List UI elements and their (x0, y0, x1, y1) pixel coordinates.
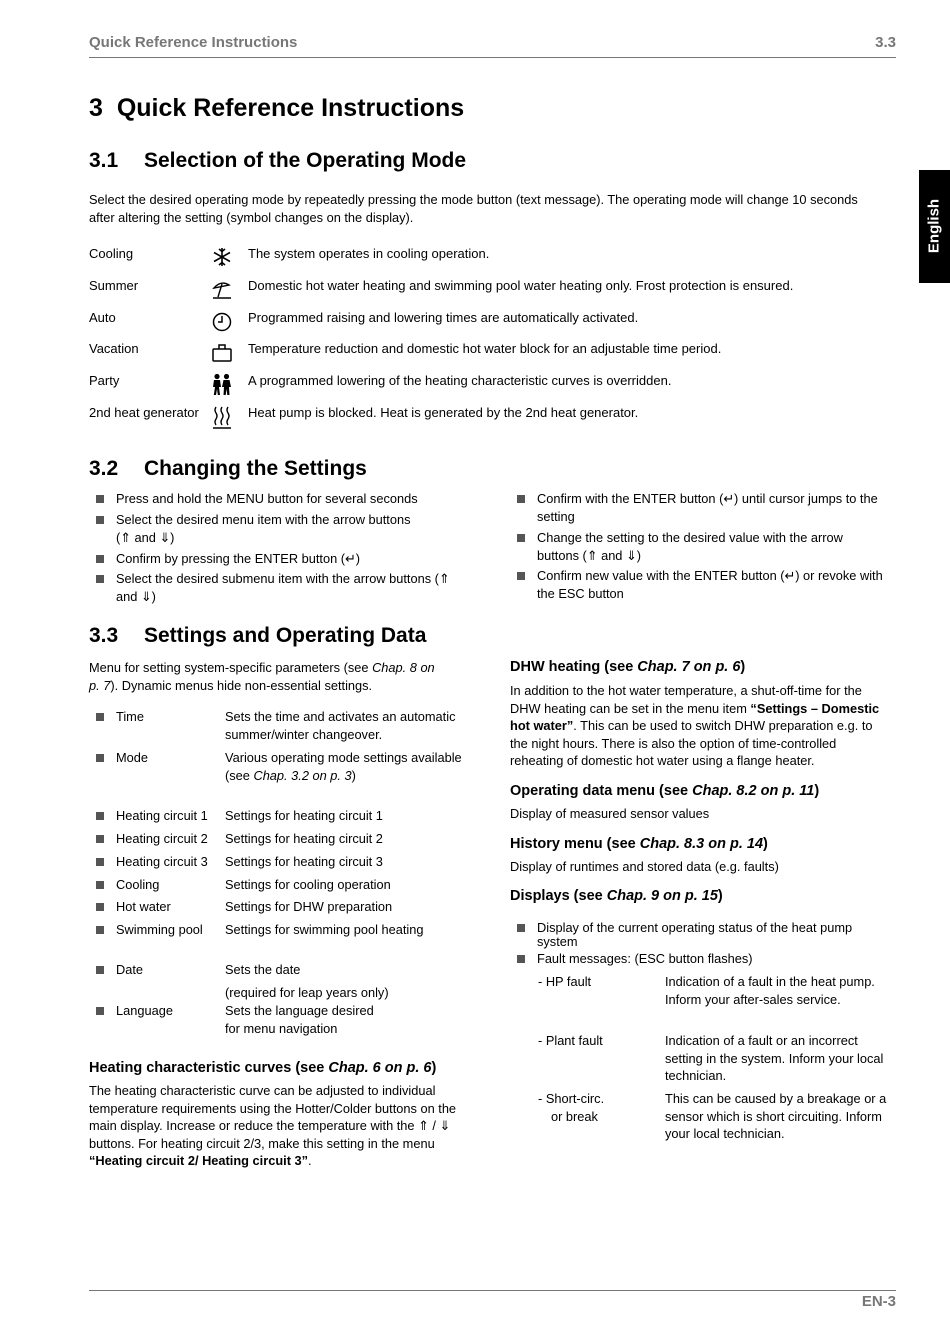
fault-name: - HP fault (538, 974, 592, 989)
chapter-ref: Chap. 8.3 on p. 14 (639, 836, 764, 852)
chapter-ref: Chap. 7 on p. 6 (637, 659, 741, 675)
intro-line: after altering the setting (symbol changes on the display). (89, 209, 414, 225)
menu-description (225, 708, 477, 743)
mode-name: 2nd heat generator (89, 405, 199, 420)
menu-reference: hot water” (510, 718, 574, 733)
list-item-text: buttons (⇑ and ⇓) (537, 547, 641, 563)
mode-description: A programmed lowering of the heating characteristic curves is overridden. (248, 373, 672, 388)
chapter-number: 3 (89, 94, 103, 122)
list-item (510, 567, 900, 602)
list-item-text: (⇑ and ⇓) (116, 529, 175, 545)
fault-description-line: setting in the system. Inform your local (665, 1050, 884, 1066)
section-title: Settings and Operating Data (144, 624, 427, 647)
fault-name-line: - Short-circ. (538, 1091, 605, 1106)
menu-description: Settings for heating circuit 3 (225, 854, 383, 869)
fault-description-line: technician. (665, 1068, 727, 1083)
chapter-ref: Chap. 9 on p. 15 (606, 888, 718, 904)
list-item (510, 490, 900, 525)
menu-name: Swimming pool (116, 922, 203, 937)
mode-name: Auto (89, 310, 116, 325)
mode-description: Heat pump is blocked. Heat is generated by the 2nd heat generator. (248, 405, 639, 420)
list-item-text: the ESC button (537, 585, 624, 601)
paragraph-text: DHW heating can be set in the menu item (510, 700, 751, 716)
section-3-1-heading (89, 149, 466, 173)
intro-text: ). Dynamic menus hide non-essential settings. (110, 677, 373, 693)
heating-curves-heading (89, 1060, 436, 1076)
chapter-ref: Chap. 3.2 on p. 3 (253, 767, 352, 783)
menu-description (225, 1002, 477, 1037)
fault-description-line: Indication of a fault or an incorrect (665, 1033, 858, 1048)
paragraph-line: temperature requirements using the Hotter/Colder buttons on the (89, 1100, 457, 1116)
page-ref: p. 7 (89, 677, 111, 693)
language-tab-label: English (925, 198, 943, 254)
menu-description-line: summer/winter changeover. (225, 726, 383, 742)
menu-reference: “Settings – Domestic (750, 700, 880, 716)
paragraph-line (510, 700, 898, 718)
heading-text: ) (431, 1060, 437, 1076)
fault-name: - Plant fault (538, 1033, 603, 1048)
menu-name: Language (116, 1003, 173, 1018)
clock-icon (211, 310, 233, 332)
paragraph-text: . This can be used to switch DHW preparation e.g. to (573, 718, 873, 733)
list-item-text: Press and hold the MENU button for several seconds (116, 491, 418, 506)
history-text: Display of runtimes and stored data (e.g. faults) (510, 859, 779, 874)
menu-name: Heating circuit 1 (116, 808, 208, 823)
heating-curves-text (89, 1082, 475, 1170)
list-item-text: and ⇓) (116, 588, 156, 604)
heading-text: Operating data menu (see (510, 783, 693, 799)
menu-description-line: for menu navigation (225, 1020, 338, 1036)
people-icon (211, 373, 233, 395)
menu-description: Settings for swimming pool heating (225, 922, 424, 937)
snowflake-icon (211, 246, 233, 268)
paragraph-line: reheating of domestic hot water using a flange heater. (510, 753, 815, 768)
menu-description-line: Sets the language desired (225, 1003, 374, 1018)
paragraph-line (89, 1152, 475, 1170)
list-item (510, 529, 900, 564)
list-item-text: Display of the current operating status of the heat pump (537, 920, 853, 935)
chapter-ref: Chap. 6 on p. 6 (328, 1060, 432, 1076)
fault-name-line: or break (551, 1108, 598, 1124)
heading-text: ) (740, 659, 746, 675)
paragraph-line: the night hours. There is also the option of time-controlled (510, 735, 837, 751)
page-number: EN-3 (861, 1293, 896, 1310)
section-3-3-heading (89, 624, 426, 648)
mode-name: Summer (89, 278, 139, 293)
menu-name: Cooling (116, 877, 160, 892)
menu-name: Mode (116, 750, 149, 765)
menu-description: Sets the date (225, 962, 301, 977)
menu-description (225, 749, 477, 784)
list-item (89, 490, 479, 508)
list-item-text: Select the desired menu item with the arrow buttons (116, 512, 411, 527)
mode-description: Programmed raising and lowering times are automatically activated. (248, 310, 639, 325)
list-item-text: Change the setting to the desired value with the arrow (537, 530, 843, 545)
menu-description-line (225, 767, 477, 785)
menu-name: Time (116, 709, 144, 724)
list-item-text: setting (537, 508, 575, 524)
heading-text: DHW heating (see (510, 659, 638, 675)
dhw-text (510, 682, 898, 770)
operating-data-text: Display of measured sensor values (510, 806, 710, 821)
menu-name: Heating circuit 2 (116, 831, 208, 846)
section-number: 3.1 (89, 149, 119, 172)
menu-description: Settings for heating circuit 1 (225, 808, 383, 823)
fault-description (665, 1090, 898, 1143)
mode-name: Vacation (89, 341, 139, 356)
displays-heading (510, 888, 723, 904)
mode-name: Cooling (89, 246, 134, 261)
parasol-icon (211, 278, 233, 300)
list-item (89, 550, 479, 568)
menu-description-line: Sets the time and activates an automatic (225, 709, 456, 724)
fault-description-line: your local technician. (665, 1126, 785, 1141)
list-item (89, 511, 479, 546)
intro-line: Select the desired operating mode by repeatedly pressing the mode button (text message). The operating mode will change 10 seconds (89, 192, 858, 207)
menu-description-text: ) (351, 767, 356, 783)
heading-text: History menu (see (510, 836, 640, 852)
menu-description-text: (see (225, 767, 254, 783)
section-number: 3.3 (89, 624, 119, 647)
section-title: Selection of the Operating Mode (144, 149, 467, 172)
heading-text: ) (763, 836, 768, 852)
list-item-text: Select the desired submenu item with the arrow buttons (⇑ (116, 571, 450, 586)
paragraph-text: . (308, 1153, 312, 1168)
intro-text: Menu for setting system-specific parameters (see (89, 660, 373, 675)
fault-description-line: This can be caused by a breakage or a (665, 1091, 887, 1106)
chapter-ref: Chap. 8 on (372, 660, 435, 675)
paragraph-line (510, 717, 898, 735)
list-item-text: Fault messages: (ESC button flashes) (537, 951, 753, 966)
fault-description (665, 973, 898, 1008)
header-section: 3.3 (875, 34, 896, 51)
heading-text: Heating characteristic curves (see (89, 1060, 329, 1076)
menu-description-line: Various operating mode settings available (225, 750, 462, 765)
fault-name (538, 1090, 604, 1125)
menu-description: Settings for heating circuit 2 (225, 831, 383, 846)
list-item-text: Confirm new value with the ENTER button (↵) or revoke with (537, 568, 883, 583)
paragraph-line: buttons. For heating circuit 2/3, make this setting in the menu (89, 1135, 435, 1151)
section-3-2-heading (89, 457, 367, 481)
chapter-ref: Chap. 8.2 on p. 11 (692, 783, 815, 799)
fault-description-line: sensor which is short circuiting. Inform (665, 1108, 882, 1124)
chapter-title (89, 94, 464, 123)
menu-name: Date (116, 962, 144, 977)
fault-description-line: Indication of a fault in the heat pump. (665, 974, 875, 989)
list-item-text: Confirm by pressing the ENTER button (↵) (116, 551, 360, 566)
list-item-text: system (537, 933, 578, 949)
footer-rule (89, 1290, 896, 1291)
menu-description: (required for leap years only) (225, 985, 389, 1000)
list-item (89, 570, 479, 605)
fault-description (665, 1032, 898, 1085)
heading-text: Displays (see (510, 888, 607, 904)
fault-description-line: Inform your after-sales service. (665, 991, 841, 1007)
mode-name: Party (89, 373, 120, 388)
menu-name: Hot water (116, 899, 171, 914)
language-tab (919, 170, 950, 283)
menu-description: Settings for cooling operation (225, 877, 391, 892)
running-header (89, 34, 896, 58)
menu-name: Heating circuit 3 (116, 854, 208, 869)
list-item-text: Confirm with the ENTER button (↵) until cursor jumps to the (537, 491, 878, 506)
chapter-title-text: Quick Reference Instructions (116, 94, 465, 122)
section-number: 3.2 (89, 457, 119, 480)
paragraph-line: main display. Increase or reduce the temperature with the ⇑ / ⇓ (89, 1118, 451, 1133)
section-3-1-intro (89, 191, 899, 226)
mode-description: Temperature reduction and domestic hot water block for an adjustable time period. (248, 341, 722, 356)
section-3-3-intro (89, 659, 475, 694)
list-item (510, 950, 900, 968)
section-title: Changing the Settings (144, 457, 367, 480)
mode-description: Domestic hot water heating and swimming pool water heating only. Frost protection is ensured. (248, 278, 794, 293)
header-title: Quick Reference Instructions (89, 34, 298, 51)
heat-waves-icon (211, 405, 233, 427)
history-heading (510, 836, 768, 852)
paragraph-line: In addition to the hot water temperature, a shut-off-time for the (510, 683, 862, 698)
suitcase-icon (211, 341, 233, 363)
list-item (510, 919, 900, 950)
operating-data-heading (510, 783, 819, 799)
mode-description: The system operates in cooling operation. (248, 246, 490, 261)
heading-text: ) (717, 888, 723, 904)
menu-description: Settings for DHW preparation (225, 899, 393, 914)
paragraph-line: The heating characteristic curve can be adjusted to individual (89, 1083, 436, 1098)
menu-reference: “Heating circuit 2/ Heating circuit 3” (89, 1153, 309, 1168)
heading-text: ) (814, 783, 820, 799)
dhw-heading (510, 659, 745, 675)
